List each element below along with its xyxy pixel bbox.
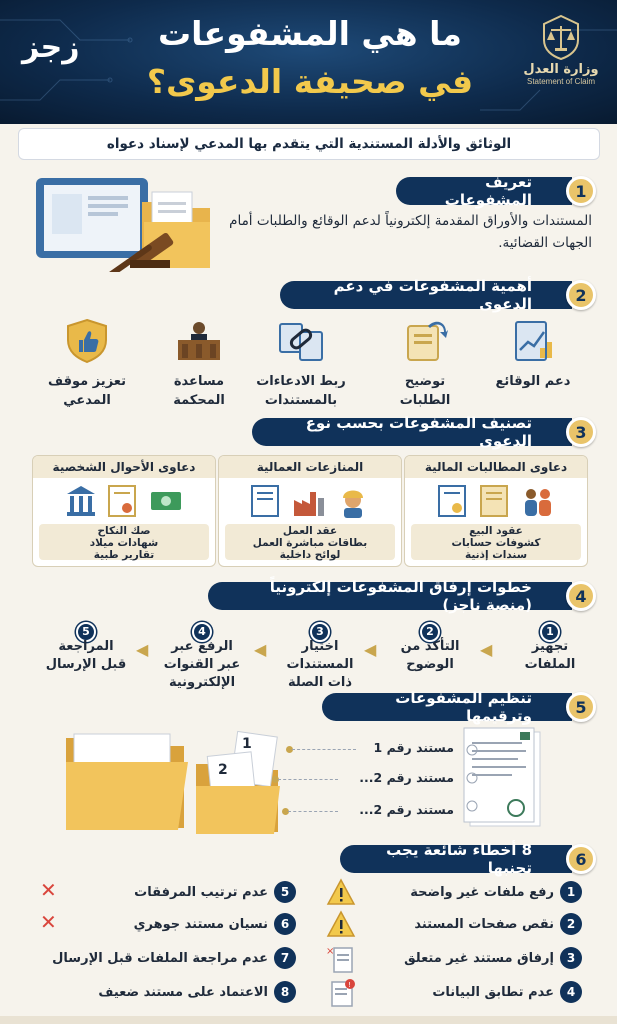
certificate-icon <box>107 484 139 518</box>
step-3 <box>270 620 370 692</box>
mistake-item <box>360 911 582 937</box>
arrow-left-icon: ◀ <box>136 640 149 659</box>
mistake-item <box>30 979 296 1005</box>
importance-item-court <box>144 318 254 410</box>
step-label: تجهيز <box>531 638 569 654</box>
step-label: الرفع عبر <box>171 638 233 654</box>
section-2-heading: أهمية المشفوعات في دعم الدعوى <box>280 281 572 309</box>
connector-line <box>288 811 338 812</box>
mistake-item <box>360 879 582 905</box>
folders-illustration <box>64 728 284 838</box>
mistake-text: عدم مراجعة الملفات قبل الإرسال <box>52 950 268 966</box>
category-title: المنازعات العمالية <box>219 456 401 478</box>
page-title: ما هي المشفوعات <box>157 14 462 53</box>
category-item: صك النكاح <box>97 525 151 537</box>
category-item: عقود البيع <box>469 525 523 537</box>
mistake-item <box>360 979 582 1005</box>
stack-number: 2 <box>218 762 228 778</box>
category-item: سندات إذنية <box>464 549 528 561</box>
mistake-item <box>30 945 296 971</box>
document-icon <box>250 484 282 518</box>
mistake-text: نقص صفحات المستند <box>414 916 554 932</box>
factory-icon <box>292 484 326 518</box>
svg-text:×: × <box>326 946 335 957</box>
mistake-text: عدم ترتيب المرفقات <box>134 884 268 900</box>
certificate-icon <box>437 484 469 518</box>
scroll-arrow-icon <box>400 318 450 364</box>
arrow-left-icon: ◀ <box>364 640 377 659</box>
step-label: المراجعة <box>58 638 114 654</box>
step-label-line2: المستندات <box>286 656 354 672</box>
connector-line <box>278 779 338 780</box>
mistake-number: 2 <box>560 913 582 935</box>
mistake-text: نسيان مستند جوهري <box>133 916 268 932</box>
step-number: 1 <box>540 622 560 642</box>
step-label-line3: الإلكترونية <box>168 674 236 690</box>
importance-item-link <box>246 318 356 410</box>
contract-icon <box>479 484 511 518</box>
document-error-icon <box>326 944 356 974</box>
tablet-gavel-illustration <box>34 172 214 272</box>
doc-label: مستند رقم 2... <box>359 802 454 817</box>
mistake-text: الاعتماد على مستند ضعيف <box>98 984 268 1000</box>
subtitle-bar: الوثائق والأدلة المستندية التي يتقدم بها المدعي لإسناد دعواه <box>18 128 600 160</box>
mistake-item <box>70 879 296 905</box>
mistake-text: عدم تطابق البيانات <box>432 984 554 1000</box>
chain-link-icon <box>276 318 326 364</box>
stamped-document-illustration <box>460 726 544 830</box>
step-number: 4 <box>192 622 212 642</box>
mistake-text: رفع ملفات غير واضحة <box>410 884 554 900</box>
category-item: بطاقات مباشرة العمل <box>252 537 368 549</box>
doc-label: مستند رقم 1 <box>373 740 454 755</box>
chart-document-icon <box>508 318 558 364</box>
section-1-number: 1 <box>566 176 596 206</box>
doc-label: مستند رقم 2... <box>359 770 454 785</box>
section-5-heading: تنظيم المشفوعات وترقيمها <box>322 693 572 721</box>
ministry-name: وزارة العدل <box>523 62 599 77</box>
importance-item-strengthen <box>32 318 142 410</box>
section-5-number: 5 <box>566 692 596 722</box>
category-item: لوائح داخلية <box>279 549 341 561</box>
importance-item-requests <box>370 318 480 410</box>
step-label-line2: الملفات <box>524 656 576 672</box>
mistake-number: 5 <box>274 881 296 903</box>
arrow-left-icon: ◀ <box>254 640 267 659</box>
mistake-item <box>360 945 582 971</box>
page-title-question: في صحيفة الدعوى؟ <box>146 62 474 101</box>
judge-bench-icon <box>174 318 224 364</box>
category-item: تقارير طبية <box>93 549 155 561</box>
category-card-personal-status <box>32 455 216 567</box>
step-1 <box>500 620 600 674</box>
step-label: التأكد من <box>400 638 460 654</box>
cross-icon: ✕ <box>40 878 57 902</box>
importance-label: ربط الادعاءات <box>256 374 346 389</box>
mistake-number: 8 <box>274 981 296 1003</box>
section-6-number: 6 <box>566 844 596 874</box>
mistake-number: 6 <box>274 913 296 935</box>
brand-logo-text: زجز <box>22 30 80 65</box>
step-label-line2: الوضوح <box>406 656 454 672</box>
step-label: اختيار <box>301 638 339 654</box>
cross-icon: ✕ <box>40 910 57 934</box>
section-6-heading: 8 أخطاء شائعة يجب تجنبها <box>340 845 572 873</box>
ministry-subtitle: Statement of Claim <box>526 77 596 86</box>
mistake-number: 1 <box>560 881 582 903</box>
footer-band <box>0 1016 617 1024</box>
importance-label: توضيح <box>404 374 446 389</box>
importance-label-line2: المحكمة <box>173 393 225 408</box>
section-4-heading: خطوات إرفاق المشفوعات إلكترونياً (منصة ناجز) <box>208 582 572 610</box>
importance-label-line2: المدعي <box>63 393 111 408</box>
section-3-number: 3 <box>566 417 596 447</box>
scales-icon <box>538 14 584 60</box>
mistake-text: إرفاق مستند غير متعلق <box>404 950 554 966</box>
step-label-line3: ذات الصلة <box>287 674 353 690</box>
step-5 <box>36 620 136 674</box>
section-1-heading: تعريف المشفوعات <box>396 177 572 205</box>
category-item: شهادات ميلاد <box>89 537 159 549</box>
importance-label-line2: الطلبات <box>399 393 451 408</box>
money-icon <box>149 484 183 518</box>
category-title: دعاوى المطالبات المالية <box>405 456 587 478</box>
mistake-number: 4 <box>560 981 582 1003</box>
warning-icon <box>326 910 356 938</box>
connector-line <box>292 749 356 750</box>
step-label-line2: قبل الإرسال <box>45 656 127 672</box>
building-icon <box>65 484 97 518</box>
header-banner <box>0 0 617 124</box>
section-3-heading: تصنيف المشفوعات بحسب نوع الدعوى <box>252 418 572 446</box>
section-2-number: 2 <box>566 280 596 310</box>
step-number: 2 <box>420 622 440 642</box>
step-4 <box>152 620 252 692</box>
mistake-item <box>70 911 296 937</box>
svg-text:!: ! <box>348 981 351 989</box>
section-4-number: 4 <box>566 581 596 611</box>
worker-helmet-icon <box>336 484 370 518</box>
category-item: كشوفات حسابات <box>451 537 541 549</box>
category-card-labor <box>218 455 402 567</box>
section-1-text: المستندات والأوراق المقدمة إلكترونياً لدعم الوقائع والطلبات أمام الجهات القضائية. <box>229 213 592 251</box>
svg-text:1: 1 <box>242 736 252 752</box>
family-icon <box>521 484 555 518</box>
step-label-line2: عبر القنوات <box>163 656 241 672</box>
category-title: دعاوى الأحوال الشخصية <box>33 456 215 478</box>
step-number: 5 <box>76 622 96 642</box>
step-2 <box>380 620 480 674</box>
document-mismatch-icon <box>326 978 356 1008</box>
importance-label: مساعدة <box>173 374 225 389</box>
step-number: 3 <box>310 622 330 642</box>
importance-label-line2: بالمستندات <box>264 393 338 408</box>
importance-label: تعزيز موقف <box>48 374 126 389</box>
category-card-financial <box>404 455 588 567</box>
warning-icon <box>326 878 356 906</box>
mistake-number: 3 <box>560 947 582 969</box>
importance-label: دعم الوقائع <box>495 374 571 389</box>
mistake-number: 7 <box>274 947 296 969</box>
ministry-logo <box>518 14 604 110</box>
shield-thumbs-up-icon <box>62 318 112 364</box>
importance-item-facts <box>478 318 588 391</box>
arrow-left-icon: ◀ <box>480 640 493 659</box>
category-item: عقد العمل <box>282 525 338 537</box>
